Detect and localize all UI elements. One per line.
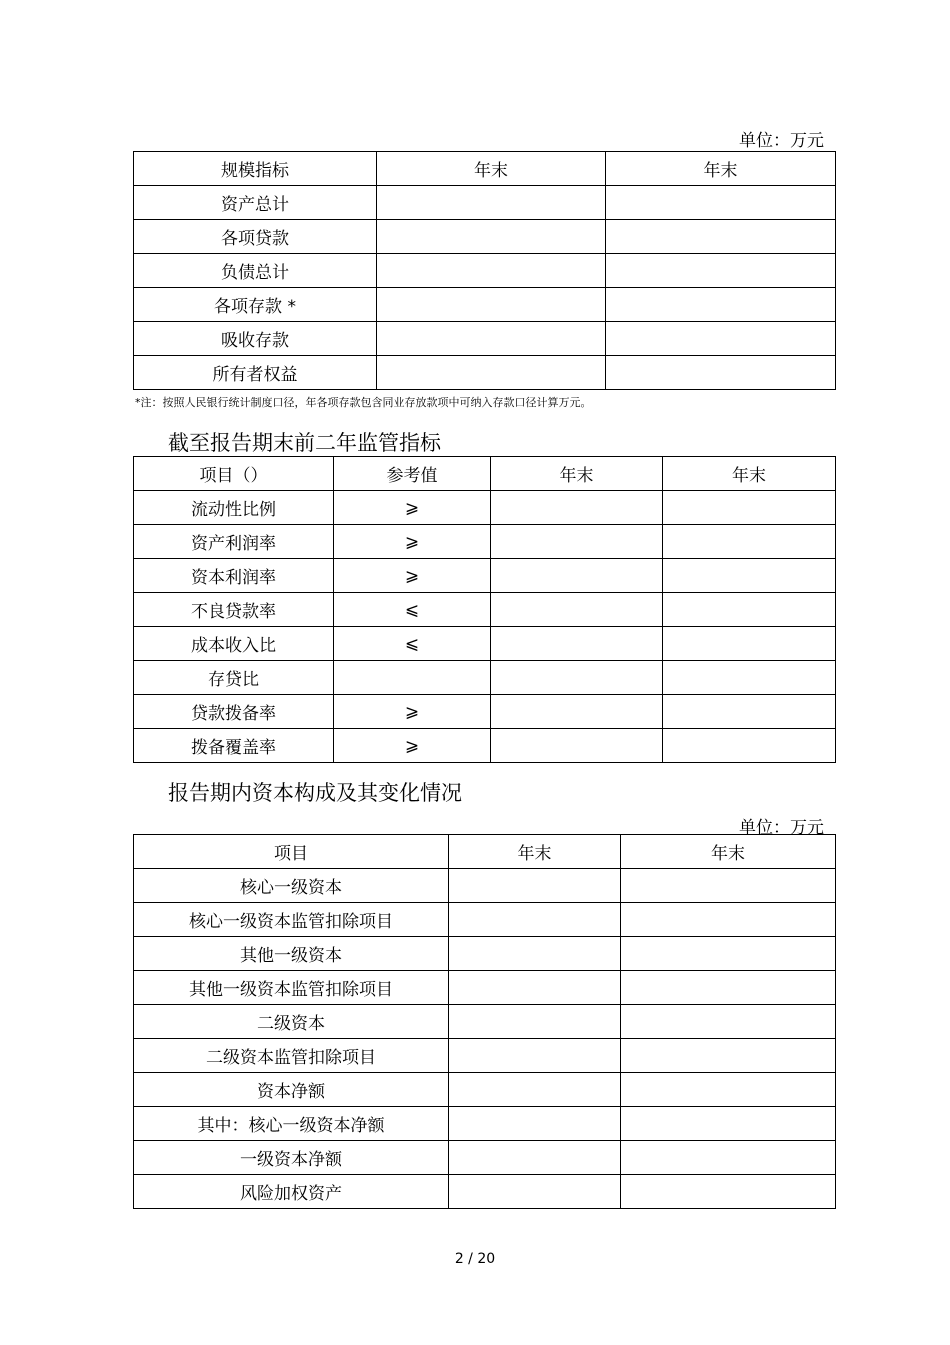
unit-label: 单位：万元 [739, 131, 824, 151]
reference-value: ⩾ [334, 729, 491, 763]
value-cell [491, 695, 663, 729]
value-cell [491, 661, 663, 695]
row-label: 其他一级资本监管扣除项目 [134, 971, 449, 1005]
row-label: 其中：核心一级资本净额 [134, 1107, 449, 1141]
regulatory-indicators-table [133, 456, 836, 763]
row-label: 其他一级资本 [134, 937, 449, 971]
reference-value: ⩽ [334, 593, 491, 627]
header-cell: 项目 [134, 835, 449, 869]
row-label: 核心一级资本 [134, 869, 449, 903]
table-row [134, 254, 836, 288]
scale-indicators-table [133, 151, 836, 390]
table-row [134, 220, 836, 254]
row-label: 资产总计 [134, 186, 377, 220]
table-row [134, 695, 836, 729]
table-row [134, 356, 836, 390]
header-cell: 参考值 [334, 457, 491, 491]
table-header-row [134, 152, 836, 186]
value-cell [663, 593, 836, 627]
table-row [134, 627, 836, 661]
reference-value: ⩾ [334, 491, 491, 525]
row-label: 所有者权益 [134, 356, 377, 390]
value-cell [606, 288, 836, 322]
capital-composition-table [133, 834, 836, 1209]
row-label: 资本利润率 [134, 559, 334, 593]
header-cell: 年末 [663, 457, 836, 491]
value-cell [663, 627, 836, 661]
value-cell [377, 220, 606, 254]
value-cell [449, 1141, 621, 1175]
table-header-row [134, 457, 836, 491]
reference-value: ⩾ [334, 695, 491, 729]
header-cell: 年末 [449, 835, 621, 869]
table-row [134, 593, 836, 627]
table-row [134, 1107, 836, 1141]
table-row [134, 903, 836, 937]
value-cell [621, 869, 836, 903]
header-cell: 年末 [606, 152, 836, 186]
unit-label: 单位：万元 [739, 818, 824, 838]
table-header-row [134, 835, 836, 869]
value-cell [491, 559, 663, 593]
header-cell: 年末 [491, 457, 663, 491]
row-label: 存贷比 [134, 661, 334, 695]
row-label: 各项贷款 [134, 220, 377, 254]
value-cell [377, 288, 606, 322]
table-row [134, 937, 836, 971]
value-cell [606, 322, 836, 356]
value-cell [449, 1039, 621, 1073]
table-row [134, 491, 836, 525]
header-cell: 项目（） [134, 457, 334, 491]
value-cell [377, 356, 606, 390]
row-label: 负债总计 [134, 254, 377, 288]
value-cell [377, 322, 606, 356]
table-row [134, 186, 836, 220]
reference-value: ⩾ [334, 559, 491, 593]
header-cell: 规模指标 [134, 152, 377, 186]
table-row [134, 1039, 836, 1073]
footnote: *注：按照人民银行统计制度口径，年各项存款包含同业存放款项中可纳入存款口径计算万元。 [135, 396, 592, 409]
table-row [134, 559, 836, 593]
row-label: 流动性比例 [134, 491, 334, 525]
value-cell [449, 1175, 621, 1209]
value-cell [621, 1175, 836, 1209]
reference-value: ⩾ [334, 525, 491, 559]
value-cell [663, 729, 836, 763]
table-row [134, 1175, 836, 1209]
row-label: 二级资本监管扣除项目 [134, 1039, 449, 1073]
reference-value [334, 661, 491, 695]
value-cell [663, 661, 836, 695]
row-label: 贷款拨备率 [134, 695, 334, 729]
row-label: 成本收入比 [134, 627, 334, 661]
row-label: 风险加权资产 [134, 1175, 449, 1209]
value-cell [621, 937, 836, 971]
value-cell [449, 1107, 621, 1141]
value-cell [449, 869, 621, 903]
section-title: 报告期内资本构成及其变化情况 [168, 781, 462, 805]
value-cell [606, 220, 836, 254]
value-cell [491, 627, 663, 661]
header-cell: 年末 [621, 835, 836, 869]
table-row [134, 322, 836, 356]
row-label: 资本净额 [134, 1073, 449, 1107]
table-row [134, 525, 836, 559]
row-label: 资产利润率 [134, 525, 334, 559]
value-cell [606, 356, 836, 390]
value-cell [449, 1073, 621, 1107]
value-cell [621, 1073, 836, 1107]
value-cell [663, 525, 836, 559]
value-cell [377, 186, 606, 220]
value-cell [621, 971, 836, 1005]
value-cell [449, 1005, 621, 1039]
row-label: 各项存款 * [134, 288, 377, 322]
row-label: 一级资本净额 [134, 1141, 449, 1175]
value-cell [621, 1039, 836, 1073]
table-row [134, 869, 836, 903]
table-row [134, 1141, 836, 1175]
row-label: 核心一级资本监管扣除项目 [134, 903, 449, 937]
value-cell [491, 729, 663, 763]
reference-value: ⩽ [334, 627, 491, 661]
value-cell [491, 491, 663, 525]
value-cell [449, 903, 621, 937]
table-row [134, 288, 836, 322]
value-cell [663, 491, 836, 525]
value-cell [491, 525, 663, 559]
row-label: 不良贷款率 [134, 593, 334, 627]
table-row [134, 729, 836, 763]
value-cell [663, 695, 836, 729]
value-cell [449, 937, 621, 971]
value-cell [606, 186, 836, 220]
table-row [134, 1005, 836, 1039]
value-cell [663, 559, 836, 593]
row-label: 拨备覆盖率 [134, 729, 334, 763]
value-cell [621, 903, 836, 937]
section-title: 截至报告期末前二年监管指标 [168, 431, 441, 455]
row-label: 二级资本 [134, 1005, 449, 1039]
page-number: 2 / 20 [454, 1251, 496, 1267]
value-cell [621, 1141, 836, 1175]
table-row [134, 661, 836, 695]
row-label: 吸收存款 [134, 322, 377, 356]
value-cell [491, 593, 663, 627]
value-cell [449, 971, 621, 1005]
table-row [134, 1073, 836, 1107]
header-cell: 年末 [377, 152, 606, 186]
value-cell [621, 1107, 836, 1141]
table-row [134, 971, 836, 1005]
value-cell [377, 254, 606, 288]
value-cell [621, 1005, 836, 1039]
value-cell [606, 254, 836, 288]
